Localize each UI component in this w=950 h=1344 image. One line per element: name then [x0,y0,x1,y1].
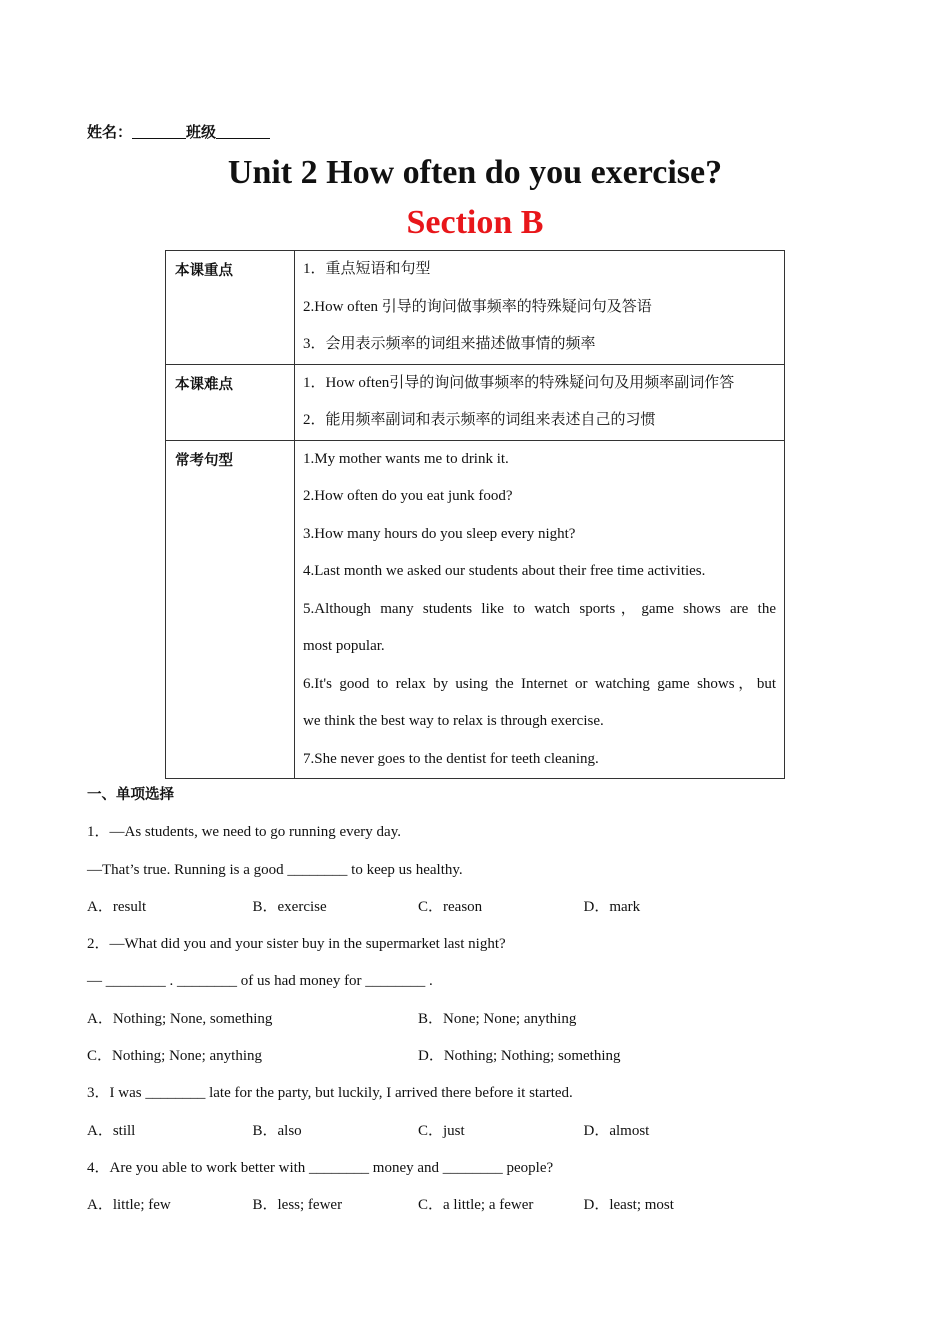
question-1-line-2: —That’s true. Running is a good ________ to keep us healthy. [87,861,463,878]
name-label: 姓名： [87,123,133,141]
list-item: 1．How often引导的询问做事频率的特殊疑问句及用频率副词作答 [303,374,735,391]
list-item: 4.Last month we asked our students about their free time activities. [303,563,706,579]
table-row-difficulties [166,364,785,440]
option-c[interactable]: C．a little; a fewer [418,1197,534,1214]
option-a[interactable]: A．still [87,1122,136,1139]
common-patterns-content [295,440,785,779]
page-title: Unit 2 How often do you exercise? [227,154,723,191]
question-1-line-1: 1．—As students, we need to go running every day. [87,824,401,841]
name-class-line [87,121,270,142]
key-points-label: 本课重点 [166,251,295,365]
list-item: 5.Although many students like to watch sports，game shows are the [303,600,776,617]
option-c[interactable]: C．reason [418,898,483,915]
list-item: 1.My mother wants me to drink it. [303,450,509,467]
list-item: 6.It's good to relax by using the Internet or watching game shows，but [303,675,776,692]
option-b[interactable]: B．less; fewer [252,1197,343,1214]
question-2-line-2: — ________ . ________ of us had money for ________ . [87,973,433,990]
question-1-options [87,889,867,926]
option-d[interactable]: D．almost [583,1122,650,1139]
option-d[interactable]: D．Nothing; Nothing; something [418,1048,621,1065]
option-b[interactable]: B．also [252,1122,302,1139]
common-patterns-label: 常考句型 [166,440,295,779]
table-row-key-points [166,251,785,365]
section-heading: 一、单项选择 [87,787,174,803]
lesson-summary-table [165,250,785,779]
list-item: 3.How many hours do you sleep every night? [303,525,576,542]
class-label: 班级 [186,123,217,141]
list-item: 7.She never goes to the dentist for teeth cleaning. [303,750,599,767]
question-2-options-ab [87,1001,867,1038]
list-item: 1．重点短语和句型 [303,261,431,277]
list-item: 2.How often 引导的询问做事频率的特殊疑问句及答语 [303,298,652,315]
section-subtitle: Section B [406,204,544,241]
question-3-options [87,1113,867,1150]
option-d[interactable]: D．mark [583,898,641,915]
class-blank[interactable] [216,124,270,139]
list-item: 2．能用频率副词和表示频率的词组来表述自己的习惯 [303,412,656,428]
multiple-choice-section [87,777,867,1225]
difficulties-content [295,364,785,440]
name-blank[interactable] [132,124,186,139]
option-d[interactable]: D．least; most [583,1197,674,1214]
option-c[interactable]: C．just [418,1122,465,1139]
option-c[interactable]: C．Nothing; None; anything [87,1048,262,1065]
question-2-line-1: 2．—What did you and your sister buy in the supermarket last night? [87,936,506,953]
option-b[interactable]: B．None; None; anything [418,1010,577,1027]
list-item: most popular. [303,638,385,654]
list-item: 2.How often do you eat junk food? [303,488,513,504]
option-b[interactable]: B．exercise [252,898,327,915]
question-2-options-cd [87,1038,867,1075]
question-4-line-1: 4．Are you able to work better with ________ money and ________ people? [87,1159,554,1176]
table-row-common-patterns [166,440,785,779]
option-a[interactable]: A．little; few [87,1197,171,1214]
difficulties-label: 本课难点 [166,364,295,440]
list-item: 3．会用表示频率的词组来描述做事情的频率 [303,336,596,352]
list-item: we think the best way to relax is through exercise. [303,713,604,729]
key-points-content [295,251,785,365]
question-4-options [87,1187,867,1224]
question-3-line-1: 3．I was ________ late for the party, but luckily, I arrived there before it started. [87,1085,573,1102]
option-a[interactable]: A．Nothing; None, something [87,1010,273,1027]
option-a[interactable]: A．result [87,898,147,915]
